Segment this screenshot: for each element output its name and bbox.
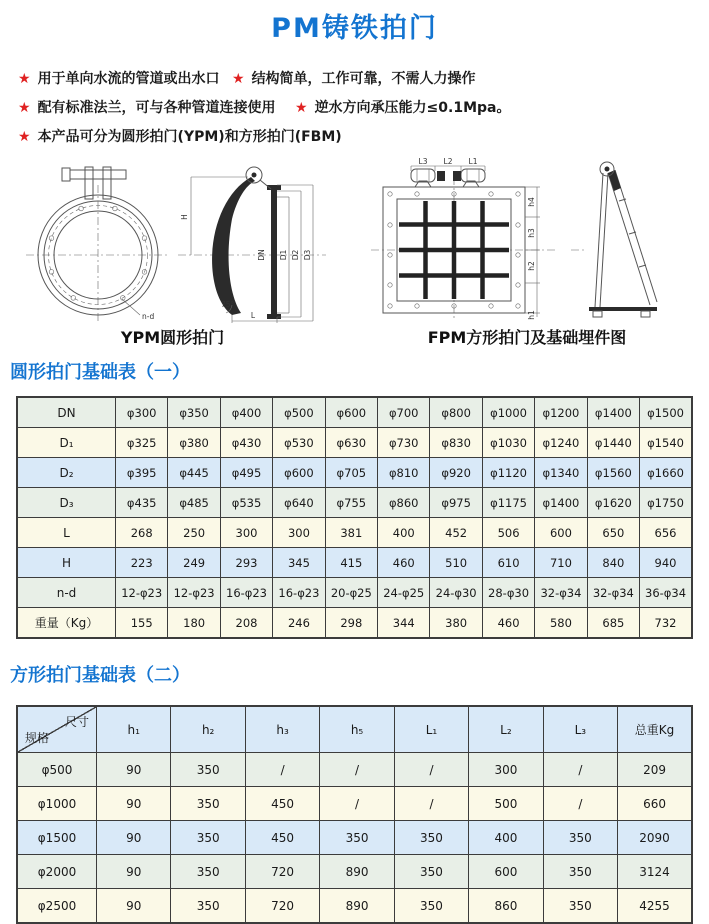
table-cell: φ1560 [587,458,639,488]
row-label: DN [17,397,116,428]
dn-dim-label: DN [256,249,266,261]
table-cell: φ630 [325,428,377,458]
table-cell: φ705 [325,458,377,488]
table-cell: 660 [618,787,692,821]
table-row [17,488,692,518]
table-cell: 298 [325,608,377,639]
table-row [17,608,692,639]
table-cell: 710 [535,548,587,578]
corner-size-label: 尺寸 [64,715,89,729]
table-cell: 350 [394,855,468,889]
feature-line [18,99,709,117]
round-table-heading: 圆形拍门基础表（一） [10,362,190,383]
table-cell: 90 [97,753,171,787]
table-cell: φ1030 [482,428,534,458]
l2-dim-label: L2 [443,157,453,166]
table-row [17,518,692,548]
table-row [17,855,692,889]
h-dim-label: H [179,214,189,220]
table-cell: 506 [482,518,534,548]
table-cell: φ975 [430,488,482,518]
table-cell: φ1340 [535,458,587,488]
table-cell: 300 [273,518,325,548]
table-cell: 16-φ23 [220,578,272,608]
table-cell: 350 [394,821,468,855]
table-cell: φ640 [273,488,325,518]
table-cell: 350 [543,821,617,855]
technical-drawings [0,157,709,348]
table-cell: 300 [469,753,543,787]
table-cell: 20-φ25 [325,578,377,608]
table-cell: 860 [469,889,543,924]
l1-dim-label: L1 [468,157,478,166]
ypm-figure [0,157,345,348]
table-cell: φ1175 [482,488,534,518]
table-cell: φ1400 [587,397,639,428]
table-cell: φ730 [378,428,430,458]
square-table-header-row [17,706,692,753]
d3-dim-label: D3 [302,249,312,261]
feature-text: 本产品可分为圆形拍门(YPM)和方形拍门(FBM) [37,129,342,145]
table-cell: φ430 [220,428,272,458]
round-table [16,396,693,639]
d2-dim-label: D2 [290,249,300,261]
table-cell: 415 [325,548,377,578]
fpm-drawing [357,157,697,325]
table-cell: 223 [116,548,168,578]
table-cell: / [394,787,468,821]
table-cell: 400 [469,821,543,855]
column-header: 总重Kg [618,706,692,753]
table-cell: φ530 [273,428,325,458]
table-cell: 32-φ34 [535,578,587,608]
table-cell: 890 [320,889,394,924]
row-label: D₁ [17,428,116,458]
table-cell: 460 [482,608,534,639]
table-cell: 350 [171,787,245,821]
table-cell: / [320,787,394,821]
table-cell: 250 [168,518,220,548]
column-header: h₃ [245,706,319,753]
feature-text: 用于单向水流的管道或出水口 [37,71,220,87]
table-cell: 720 [245,855,319,889]
feature-item [232,70,476,88]
table-cell: 510 [430,548,482,578]
table-cell: 350 [543,855,617,889]
table-cell: 732 [640,608,692,639]
table-cell: φ380 [168,428,220,458]
table-cell: 460 [378,548,430,578]
square-table [16,705,693,924]
table-cell: 685 [587,608,639,639]
table-cell: φ755 [325,488,377,518]
ypm-caption: YPM圆形拍门 [120,328,225,347]
table-cell: φ800 [430,397,482,428]
table-cell: φ810 [378,458,430,488]
table-cell: φ1500 [640,397,692,428]
table-cell: 155 [116,608,168,639]
column-header: h₁ [97,706,171,753]
table-cell: φ1440 [587,428,639,458]
table-row [17,578,692,608]
table-cell: 246 [273,608,325,639]
star-icon: ★ [18,129,31,145]
table-cell: / [320,753,394,787]
table-cell: 350 [171,821,245,855]
table-cell: φ1240 [535,428,587,458]
table-cell: 380 [430,608,482,639]
table-cell: 3124 [618,855,692,889]
feature-item [18,70,232,88]
table-cell: 90 [97,787,171,821]
table-cell: 208 [220,608,272,639]
table-cell: φ600 [273,458,325,488]
table-cell: 180 [168,608,220,639]
table-cell: 600 [469,855,543,889]
table-cell: 940 [640,548,692,578]
table-cell: 32-φ34 [587,578,639,608]
table-row [17,787,692,821]
row-label: H [17,548,116,578]
table-cell: 4255 [618,889,692,924]
table-cell: φ1120 [482,458,534,488]
h2-dim-label: h2 [527,261,536,271]
corner-spec-label: 规格 [25,731,50,745]
table-cell: 2090 [618,821,692,855]
table-row [17,548,692,578]
feature-text: 结构简单，工作可靠，不需人力操作 [251,71,476,87]
nd-label: n-d [141,312,154,321]
table-cell: φ495 [220,458,272,488]
table-cell: 12-φ23 [116,578,168,608]
h1-dim-label: h1 [527,310,536,320]
table-cell: 656 [640,518,692,548]
column-header: h₅ [320,706,394,753]
table-cell: 350 [543,889,617,924]
corner-cell [17,706,97,753]
feature-text: 逆水方向承压能力≤0.1Mpa。 [314,100,511,116]
table-cell: 249 [168,548,220,578]
square-table-body [17,753,692,924]
feature-line [18,128,709,146]
table-cell: 300 [220,518,272,548]
table-cell: φ1200 [535,397,587,428]
table-row [17,821,692,855]
row-label: D₃ [17,488,116,518]
table-cell: 450 [245,821,319,855]
table-cell: 650 [587,518,639,548]
table-cell: φ1620 [587,488,639,518]
table-cell: 268 [116,518,168,548]
feature-item [295,99,511,117]
table-cell: φ600 [325,397,377,428]
table-cell: φ920 [430,458,482,488]
table-cell: 344 [378,608,430,639]
star-icon: ★ [18,71,31,87]
table-cell: φ395 [116,458,168,488]
table-cell: 350 [171,889,245,924]
table-cell: 36-φ34 [640,578,692,608]
star-icon: ★ [295,100,308,116]
table-cell: / [245,753,319,787]
row-label: φ500 [17,753,97,787]
l-dim-label: L [250,311,255,320]
table-cell: φ350 [168,397,220,428]
h4-dim-label: h4 [527,197,536,207]
row-label: D₂ [17,458,116,488]
table-cell: 345 [273,548,325,578]
row-label: n-d [17,578,116,608]
table-cell: 12-φ23 [168,578,220,608]
star-icon: ★ [232,71,245,87]
ypm-drawing [8,157,338,325]
table-cell: 840 [587,548,639,578]
feature-text: 配有标准法兰，可与各种管道连接使用 [37,100,276,116]
table-cell: 350 [171,855,245,889]
table-row [17,458,692,488]
table-cell: 16-φ23 [273,578,325,608]
table-cell: 350 [394,889,468,924]
table-cell: 610 [482,548,534,578]
table-cell: / [394,753,468,787]
table-cell: / [543,753,617,787]
table-cell: φ1660 [640,458,692,488]
table-cell: φ535 [220,488,272,518]
table-cell: φ485 [168,488,220,518]
h3-dim-label: h3 [527,228,536,238]
feature-item [18,128,342,146]
table-cell: 90 [97,821,171,855]
table-cell: 350 [171,753,245,787]
row-label: φ1000 [17,787,97,821]
table-cell: φ300 [116,397,168,428]
page-title: PM铸铁拍门 [271,13,438,44]
table-cell: φ1750 [640,488,692,518]
column-header: L₃ [543,706,617,753]
column-header: L₂ [469,706,543,753]
row-label: φ1500 [17,821,97,855]
table-cell: φ400 [220,397,272,428]
table-cell: / [543,787,617,821]
column-header: L₁ [394,706,468,753]
table-cell: 28-φ30 [482,578,534,608]
table-cell: φ445 [168,458,220,488]
fpm-caption: FPM方形拍门及基础埋件图 [427,328,627,347]
angle-label: 75° [220,300,234,309]
fpm-figure [345,157,709,348]
column-header: h₂ [171,706,245,753]
table-cell: 293 [220,548,272,578]
table-cell: 24-φ30 [430,578,482,608]
table-row [17,889,692,924]
row-label: L [17,518,116,548]
table-cell: 209 [618,753,692,787]
feature-item [18,99,295,117]
table-cell: 450 [245,787,319,821]
square-table-heading: 方形拍门基础表（二） [10,665,190,686]
table-row [17,428,692,458]
row-label: φ2500 [17,889,97,924]
table-row [17,753,692,787]
table-cell: φ1400 [535,488,587,518]
d1-dim-label: D1 [278,249,288,261]
table-cell: 600 [535,518,587,548]
table-cell: φ325 [116,428,168,458]
row-label: 重量（Kg） [17,608,116,639]
l3-dim-label: L3 [418,157,428,166]
table-row [17,397,692,428]
table-cell: φ435 [116,488,168,518]
round-table-body [17,397,692,638]
table-cell: φ1540 [640,428,692,458]
table-cell: 720 [245,889,319,924]
table-cell: 90 [97,855,171,889]
table-cell: 350 [320,821,394,855]
table-cell: 90 [97,889,171,924]
table-cell: φ1000 [482,397,534,428]
table-cell: 24-φ25 [378,578,430,608]
feature-list [18,70,709,146]
table-cell: φ830 [430,428,482,458]
table-cell: φ700 [378,397,430,428]
table-cell: 580 [535,608,587,639]
row-label: φ2000 [17,855,97,889]
feature-line [18,70,709,88]
table-cell: 381 [325,518,377,548]
table-cell: 890 [320,855,394,889]
table-cell: 400 [378,518,430,548]
table-cell: 500 [469,787,543,821]
table-cell: φ500 [273,397,325,428]
table-cell: φ860 [378,488,430,518]
star-icon: ★ [18,100,31,116]
table-cell: 452 [430,518,482,548]
